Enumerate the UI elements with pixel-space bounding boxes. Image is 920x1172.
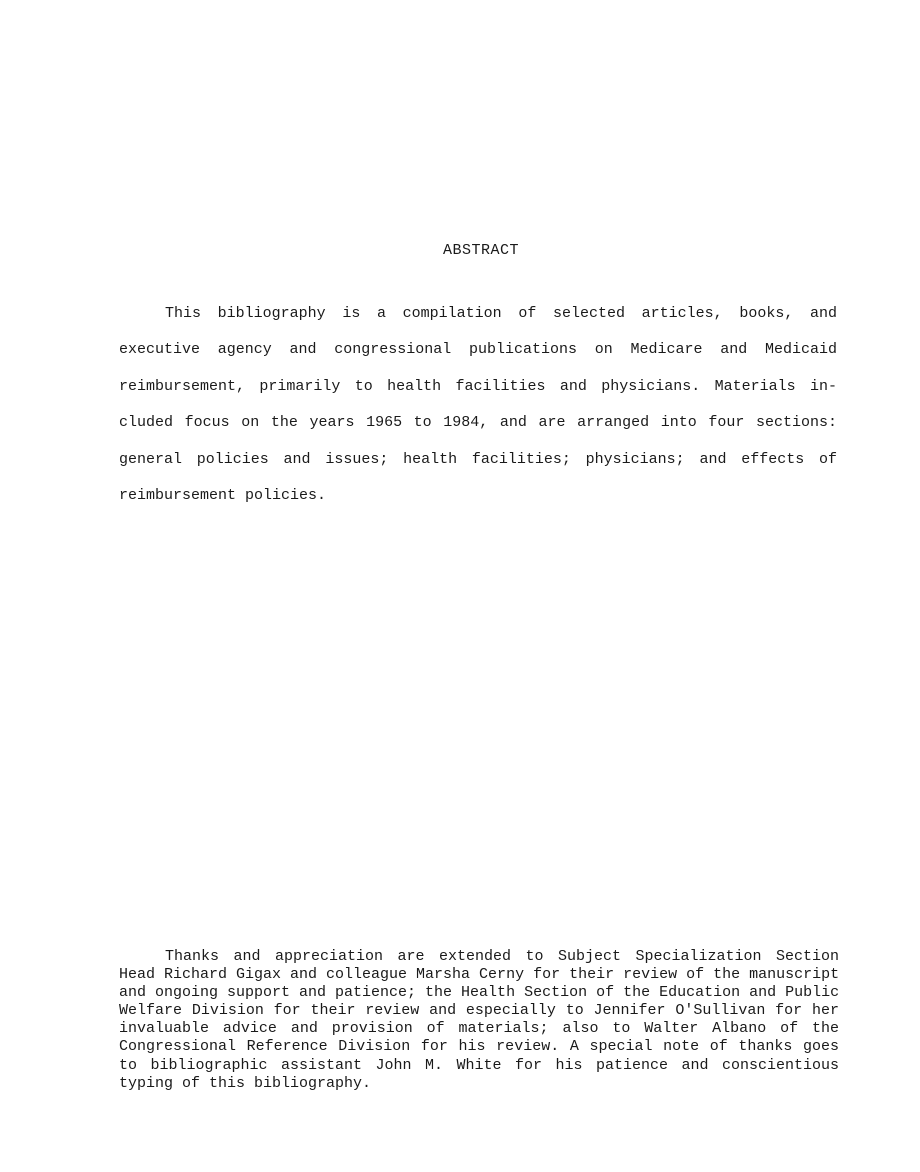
acknowledgments-line: invaluable advice and provision of materials; also to Walter Albano of the <box>119 1020 839 1038</box>
abstract-line: cluded focus on the years 1965 to 1984, and are arranged into four sections: <box>119 414 837 432</box>
acknowledgments-line: Head Richard Gigax and colleague Marsha Cerny for their review of the manuscript <box>119 966 840 984</box>
abstract-paragraph <box>119 296 837 514</box>
acknowledgments-line: Welfare Division for their review and especially to Jennifer O'Sullivan for her <box>119 1002 839 1020</box>
acknowledgments-paragraph <box>119 948 839 1093</box>
abstract-line: executive agency and congressional publications on Medicare and Medicaid <box>119 341 837 359</box>
abstract-line: general policies and issues; health facilities; physicians; and effects of <box>119 450 837 468</box>
acknowledgments-line: Congressional Reference Division for his review. A special note of thanks goes <box>119 1038 839 1056</box>
acknowledgments-line: to bibliographic assistant John M. White for his patience and conscientious <box>119 1056 839 1074</box>
acknowledgments-line: Thanks and appreciation are extended to Subject Specialization Section <box>165 948 839 965</box>
abstract-heading: ABSTRACT <box>442 242 519 259</box>
abstract-line: reimbursement, primarily to health facilities and physicians. Materials in- <box>119 377 837 395</box>
acknowledgments-line: and ongoing support and patience; the Health Section of the Education and Public <box>119 984 840 1002</box>
abstract-line: This bibliography is a compilation of selected articles, books, and <box>165 305 837 322</box>
abstract-line: reimbursement policies. <box>119 486 327 504</box>
acknowledgments-line: typing of this bibliography. <box>119 1074 372 1092</box>
